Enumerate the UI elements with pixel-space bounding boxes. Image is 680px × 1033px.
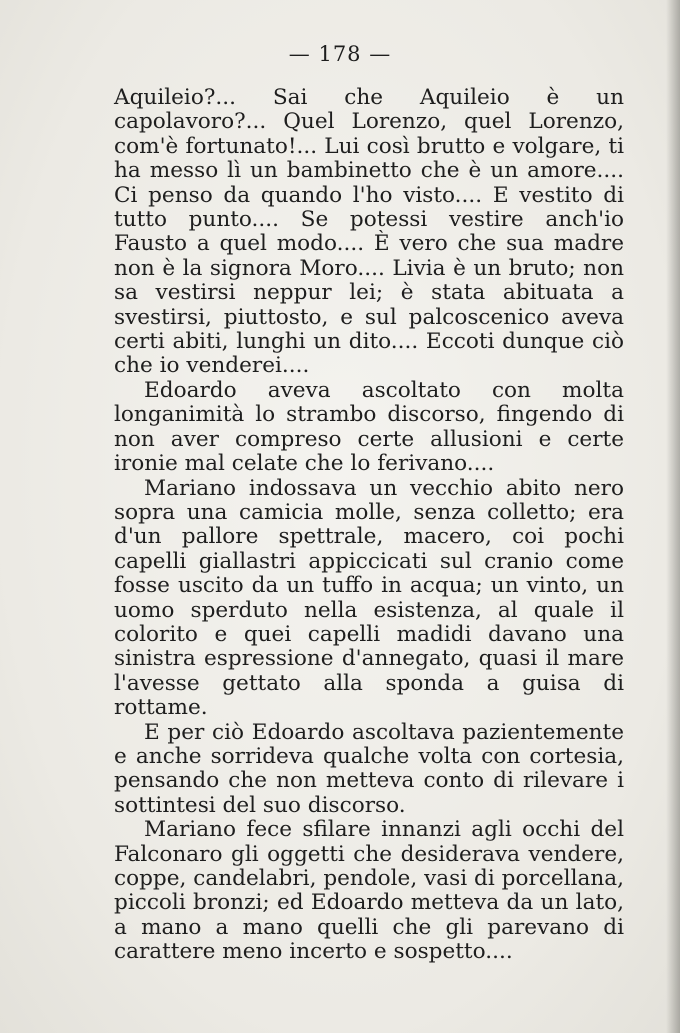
page-number-header: — 178 — bbox=[288, 42, 392, 66]
paragraph-1: Aquileio?... Sai che Aquileio è un capolavoro?... Quel Lorenzo, quel Lorenzo, com'è fortunato!... Lui così brutto e volgare, ti ha messo lì un bambinetto che è un amore.... Ci penso da quando l'ho visto.... E vestito di tutto punto.... Se potessi vestire anch'io Fausto a quel modo.... È vero che sua madre non è la signora Moro.... Livia è un bruto; non sa vestirsi neppur lei; è stata abituata a svestirsi, piuttosto, e sul palcoscenico aveva certi abiti, lunghi un dito.... Eccoti dunque ciò che io venderei.... bbox=[114, 85, 624, 379]
paragraph-5: Mariano fece sfilare innanzi agli occhi del Falconaro gli oggetti che desiderava vendere, coppe, candelabri, pendole, vasi di porcellana, piccoli bronzi; ed Edoardo metteva da un lato, a mano a mano quelli che gli parevano di carattere meno incerto e sospetto.... bbox=[114, 817, 624, 965]
body-text bbox=[114, 86, 624, 965]
paragraph-4: E per ciò Edoardo ascoltava pazientemente e anche sorrideva qualche volta con cortesia, pensando che non metteva conto di rilevare i sottintesi del suo discorso. bbox=[114, 719, 624, 818]
page-edge-shadow bbox=[666, 0, 680, 1033]
paragraph-2: Edoardo aveva ascoltato con molta longanimità lo strambo discorso, fingendo di non aver compreso certe allusioni e certe ironie mal celate che lo ferivano.... bbox=[114, 377, 624, 477]
paragraph-3: Mariano indossava un vecchio abito nero sopra una camicia molle, senza colletto; era d'un pallore spettrale, macero, coi pochi capelli giallastri appiccicati sul cranio come fosse uscito da un tuffo in acqua; un vinto, un uomo sperduto nella esistenza, al quale il colorito e quei capelli madidi davano una sinistra espressione d'annegato, quasi il mare l'avesse gettato alla sponda a guisa di rottame. bbox=[114, 475, 624, 721]
